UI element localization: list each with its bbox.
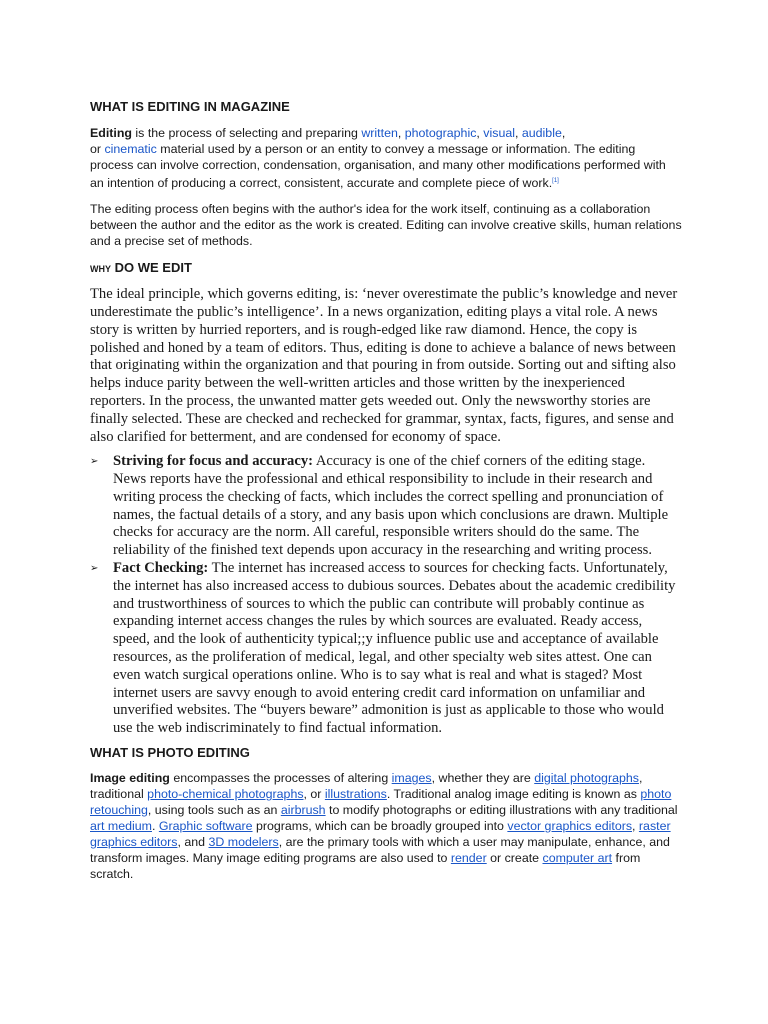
link-illustrations[interactable]: illustrations bbox=[324, 787, 387, 802]
document-page bbox=[90, 99, 682, 882]
link-written[interactable]: written bbox=[361, 126, 398, 140]
link-computer-art[interactable]: computer art bbox=[542, 851, 613, 866]
comma: , bbox=[561, 126, 566, 140]
link-cinematic[interactable]: cinematic bbox=[104, 142, 157, 156]
text-span: , and bbox=[177, 835, 209, 850]
text-span: or create bbox=[486, 851, 543, 866]
text-span: , whether they are bbox=[431, 771, 535, 786]
text-span: encompasses the processes of altering bbox=[169, 771, 392, 786]
link-digital-photographs[interactable]: digital photographs bbox=[534, 771, 639, 786]
text-span: . bbox=[151, 819, 159, 834]
text-span: , bbox=[632, 819, 639, 834]
arrow-bullet-icon: ➢ bbox=[90, 563, 99, 575]
comma: , bbox=[514, 126, 522, 140]
heading-rest: DO WE EDIT bbox=[111, 260, 192, 276]
paragraph-image-editing bbox=[90, 770, 682, 882]
text-span: programs, which can be broadly grouped into bbox=[252, 819, 508, 834]
bullet-title: Striving for focus and accuracy: bbox=[113, 453, 313, 470]
link-vector-graphics-editors[interactable]: vector graphics editors bbox=[507, 819, 633, 834]
link-photo-retouching[interactable]: photo retouching bbox=[90, 787, 672, 818]
term-image-editing: Image editing bbox=[90, 771, 170, 786]
footnote-link[interactable]: [1] bbox=[552, 178, 559, 184]
link-graphic-software[interactable]: Graphic software bbox=[158, 819, 253, 834]
link-audible[interactable]: audible bbox=[521, 126, 562, 140]
text-span: , using tools such as an bbox=[147, 803, 281, 818]
paragraph-ideal-principle: The ideal principle, which governs editing, is: ‘never overestimate the public’s knowledge and never underestimate the public’s intelligence’. In a news organization, editing plays a vital role. A news story is written by hurried reporters, and is rough-edged like raw diamond. Hence, the copy is polished and honed by a team of editors. Thus, editing is done to achieve a balance of news between that originating within the organization and that pouring in from outside. Sorting out and sifting also helps induce parity between the well-written articles and those written by the inexperienced reporters. In the process, the unwanted matter gets weeded out. Only the newsworthy stories are finally selected. These are checked and rechecked for grammar, syntax, facts, figures, and sense and also clarified for betterment, and are condensed for economy of space. bbox=[90, 286, 678, 445]
link-images[interactable]: images bbox=[391, 771, 432, 786]
heading-photo-editing: WHAT IS PHOTO EDITING bbox=[90, 745, 250, 761]
arrow-bullet-icon: ➢ bbox=[90, 456, 99, 468]
list-item bbox=[90, 453, 682, 560]
text-span: to modify photographs or editing illustrations with any traditional bbox=[325, 803, 678, 818]
link-airbrush[interactable]: airbrush bbox=[280, 803, 326, 818]
text-span: material used by a person or an entity to convey a message or information. The editing process can involve correction, condensation, organisation, and many other modifications performed with an intention of producing a correct, consistent, accurate and complete piece of work. bbox=[90, 142, 666, 191]
link-visual[interactable]: visual bbox=[483, 126, 515, 140]
comma: , bbox=[476, 126, 484, 140]
link-3d-modelers[interactable]: 3D modelers bbox=[208, 835, 279, 850]
comma: , bbox=[397, 126, 405, 140]
bullet-list bbox=[90, 453, 682, 738]
list-item bbox=[90, 560, 682, 738]
link-photographic[interactable]: photographic bbox=[404, 126, 477, 140]
text-span: or bbox=[90, 142, 105, 156]
heading-editing-in-magazine: WHAT IS EDITING IN MAGAZINE bbox=[90, 99, 290, 114]
link-raster-graphics-editors[interactable]: raster graphics editors bbox=[90, 819, 671, 850]
link-art-medium[interactable]: art medium bbox=[90, 819, 152, 834]
heading-why-do-we-edit bbox=[90, 260, 682, 277]
text-span: . Traditional analog image editing is known as bbox=[386, 787, 641, 802]
text-span: , are the primary tools with which a user may manipulate, enhance, and transform images. Many image editing programs are also used to bbox=[90, 835, 670, 866]
text-span: is the process of selecting and preparing bbox=[131, 126, 362, 140]
bullet-text: The internet has increased access to sources for checking facts. Unfortunately, the internet has also increased access to dubious sources. Debates about the academic credibility and trustworthiness of sources to which the public can contribute will probably continue as expanding internet access changes the rules by which sources are evaluated. Ready access, speed, and the look of authenticity typical;;y influence public use and acceptance of available resources, as the proliferation of medical, legal, and other specialty web sites attest. One can even watch surgical operations online. Who is to say what is real and what is staged? Most internet users are savvy enough to avoid entering credit card information on unfamiliar and unverified websites. The “buyers beware” admonition is just as applicable to those who would use the web indiscriminately to find factual information. bbox=[113, 560, 676, 737]
heading-small-caps: WHY bbox=[90, 264, 111, 275]
paragraph-editing-definition bbox=[90, 125, 682, 191]
bullet-text: Accuracy is one of the chief corners of the editing stage. News reports have the professional and ethical responsibility to include in their research and writing process the checking of facts, which includes the correct spelling and pronunciation of names, the factual details of a story, and any basis upon which conclusions are drawn. Multiple checks for accuracy are the norm. All careful, responsible writers should do the same. The reliability of the finished text depends upon accuracy in the researching and writing process. bbox=[113, 453, 669, 559]
bullet-title: Fact Checking: bbox=[113, 560, 209, 577]
term-editing: Editing bbox=[90, 126, 132, 140]
text-span: from scratch. bbox=[90, 851, 641, 882]
paragraph-editing-process: The editing process often begins with the author's idea for the work itself, continuing as a collaboration between the author and the editor as the work is created. Editing can involve creative skills, human relations and a precise set of methods. bbox=[90, 202, 682, 249]
link-render[interactable]: render bbox=[450, 851, 487, 866]
text-span: , traditional bbox=[90, 771, 643, 802]
link-photo-chemical-photographs[interactable]: photo-chemical photographs bbox=[147, 787, 304, 802]
text-span: , or bbox=[303, 787, 325, 802]
